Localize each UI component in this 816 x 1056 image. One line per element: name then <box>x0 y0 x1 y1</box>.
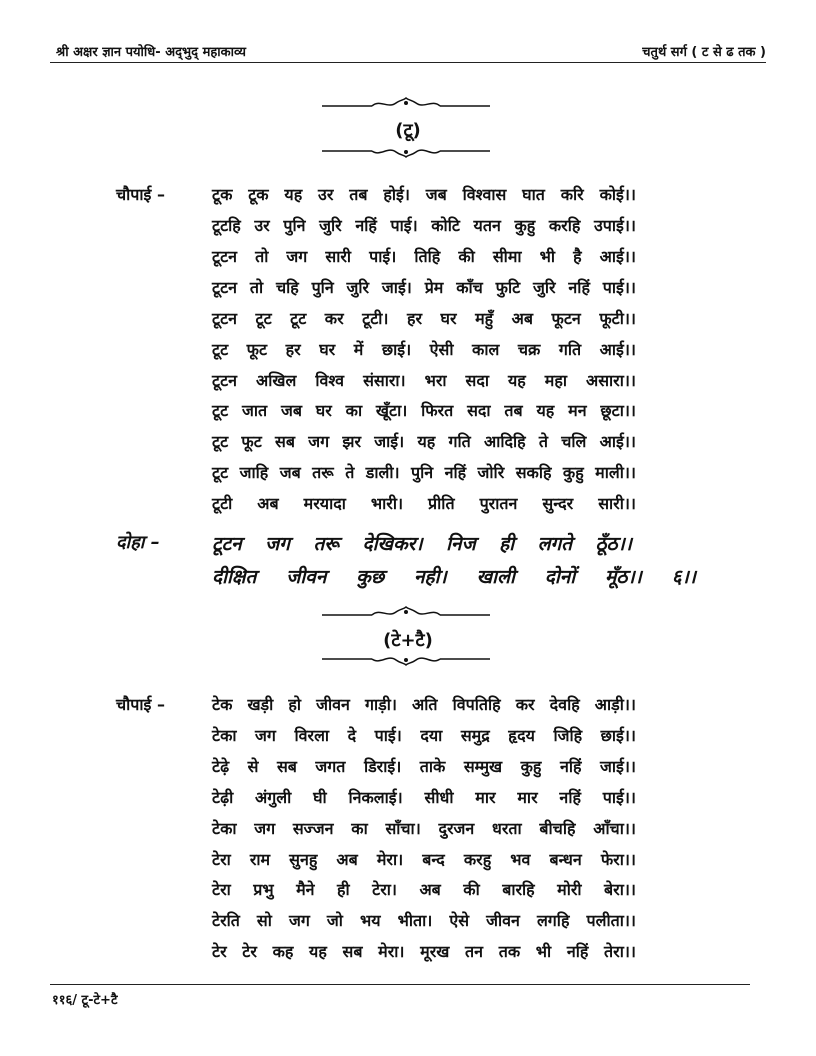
verse-line: टूटन तो जग सारी पाई। तिहि की सीमा भी है आई।। <box>212 247 636 266</box>
section-title: (टू) <box>395 120 421 141</box>
verse-line: टेका जग विरला दे पाई। दया समुद्र हृदय जिहि छाई।। <box>212 726 636 745</box>
verse-line: टूट जाहि जब तरू ते डाली। पुनि नहिं जोरि सकहि कुहु माली।। <box>212 463 636 482</box>
page-header <box>50 40 766 62</box>
verse-line: टूटन तो चहि पुनि जुरि जाई। प्रेम काँच फुटि जुरि नहिं पाई।। <box>212 278 636 297</box>
verse-line: टेरा राम सुनहु अब मेरा। बन्द करहु भव बन्धन फेरा।। <box>212 850 636 869</box>
book-title: श्री अक्षर ज्ञान पयोधि- अद्‌भुद् महाकाव्य <box>56 45 246 60</box>
ornament-divider-top <box>320 606 492 620</box>
ornament-divider-top <box>320 97 492 111</box>
verse-line: टूट जात जब घर का खूँटा। फिरत सदा तब यह मन छूटा।। <box>212 401 636 420</box>
doha-line: टूटन जग तरू देखिकर। निज ही लगते ठूँठ।। <box>212 533 632 555</box>
chaupai-label: चौपाई – <box>116 185 165 204</box>
verse-line: टेढ़े से सब जगत डिराई। ताके सम्मुख कुहु नहिं जाई।। <box>212 757 636 776</box>
header-rule <box>50 62 766 63</box>
verse-line: टूट फूट सब जग झर जाई। यह गति आदिहि ते चलि आई।। <box>212 432 636 451</box>
doha-line: दीक्षित जीवन कुछ नही। खाली दोनों मूँठ।। ६।। <box>212 566 696 588</box>
section-title: (टे+टै) <box>383 630 433 651</box>
verse-line: टेरा प्रभु मैने ही टेरा। अब की बारहि मोरी बेरा।। <box>212 880 636 899</box>
ornament-divider-bottom <box>320 144 492 158</box>
verse-line: टूटहि उर पुनि जुरि नहिं पाई। कोटि यतन कुहु करहि उपाई।। <box>212 216 636 235</box>
verse-line: टूटन टूट टूट कर टूटी। हर घर महुँ अब फूटन फूटी।। <box>212 309 636 328</box>
page-footer: ११६/ टू-टे+टै <box>52 993 118 1008</box>
doha-label: दोहा – <box>116 532 160 553</box>
verse-line: टेका जग सज्जन का साँचा। दुरजन धरता बीचहि आँचा।। <box>212 819 636 838</box>
verse-line: टेर टेर कह यह सब मेरा। मूरख तन तक भी नहिं तेरा।। <box>212 942 636 961</box>
chaupai-label: चौपाई – <box>116 695 165 714</box>
verse-line: टेक खड़ी हो जीवन गाड़ी। अति विपतिहि कर देवहि आड़ी।। <box>212 695 636 714</box>
verse-line: टूट फूट हर घर में छाई। ऐसी काल चक्र गति आई।। <box>212 340 636 359</box>
verse-line: टूटी अब मरयादा भारी। प्रीति पुरातन सुन्दर सारी।। <box>212 494 636 513</box>
footer-rule <box>50 984 750 985</box>
verse-line: टेढ़ी अंगुली घी निकलाई। सीधी मार मार नहिं पाई।। <box>212 788 636 807</box>
verse-line: टेरति सो जग जो भय भीता। ऐसे जीवन लगहि पलीता।। <box>212 911 636 930</box>
chapter-title: चतुर्थ सर्ग ( ट से ढ तक ) <box>642 45 766 60</box>
verse-line: टूटन अखिल विश्व संसारा। भरा सदा यह महा असारा।। <box>212 371 636 390</box>
verse-line: टूक टूक यह उर तब होई। जब विश्वास घात करि कोई।। <box>212 185 636 204</box>
ornament-divider-bottom <box>320 652 492 666</box>
